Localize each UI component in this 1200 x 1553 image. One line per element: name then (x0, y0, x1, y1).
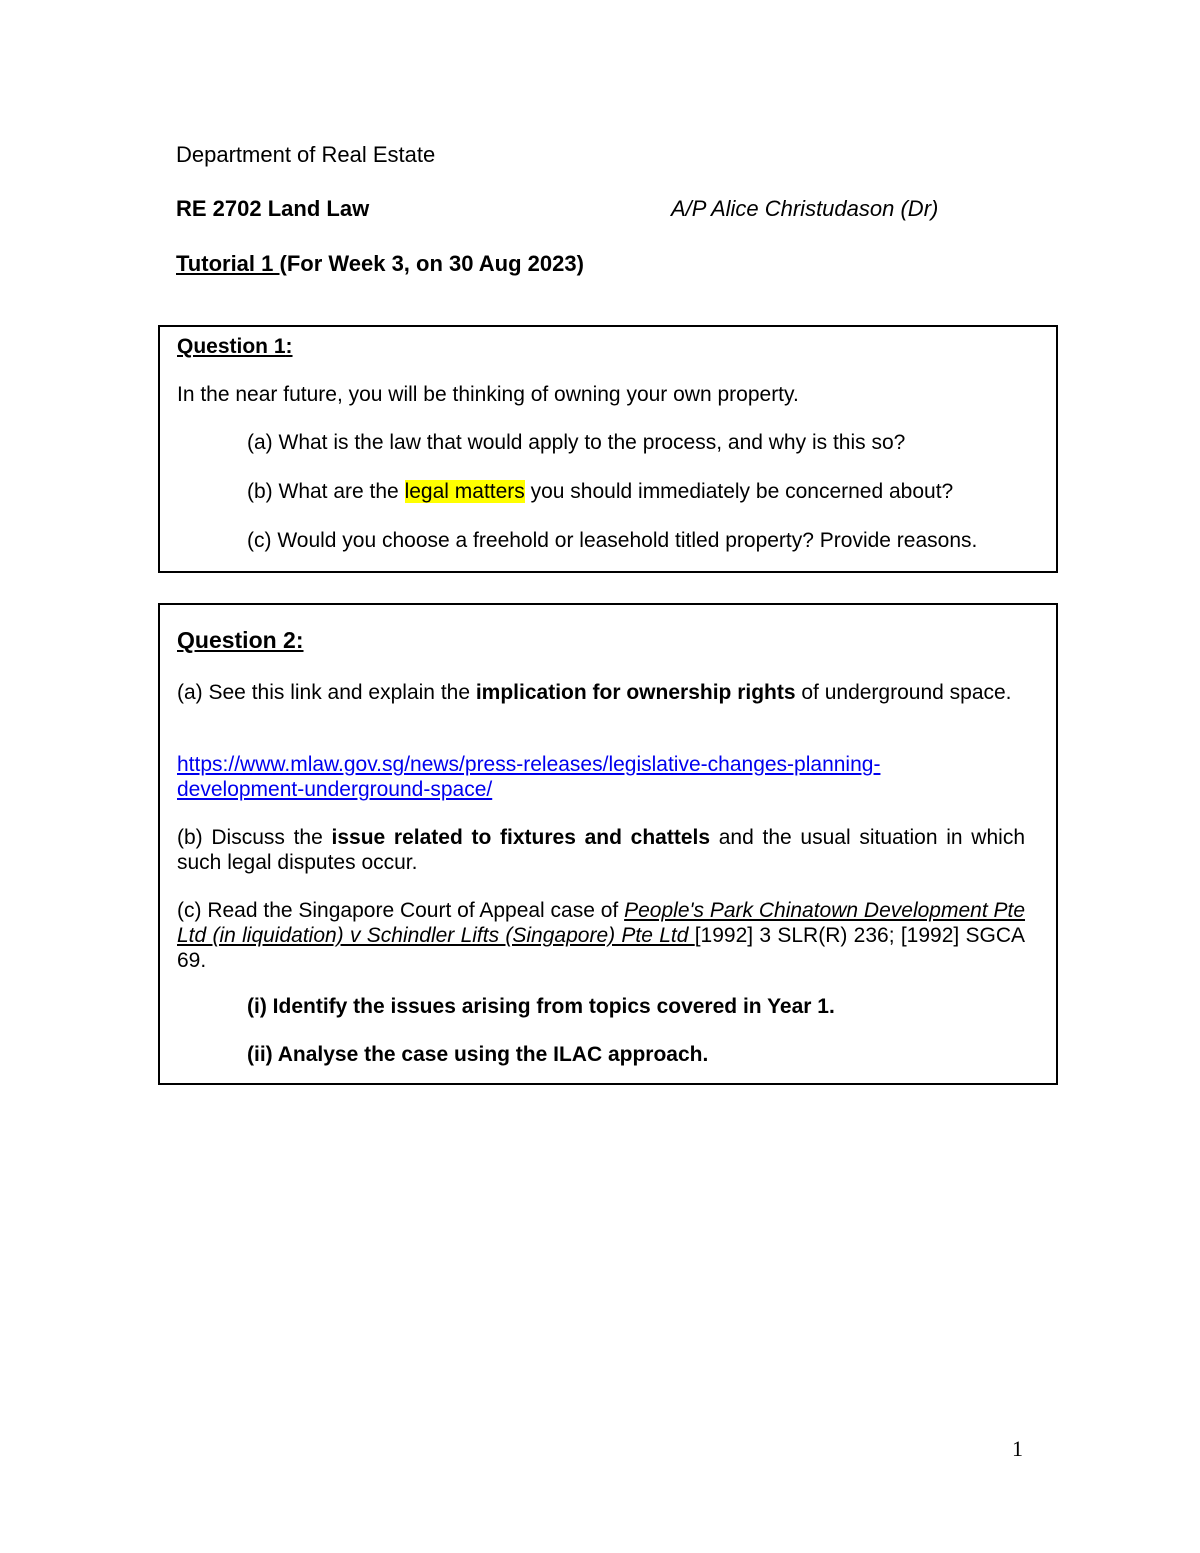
question-2-part-c-post: [1992] 3 SLR(R) 236; [1992] SGCA 69. (177, 924, 1026, 972)
question-1-part-a: (a) What is the law that would apply to the process, and why is this so? (247, 431, 906, 454)
question-2-part-a-bold: implication for ownership rights (475, 681, 796, 704)
question-2-box (158, 603, 1058, 1085)
question-1-title-text: Question 1 (177, 335, 286, 358)
mlaw-link-line-1[interactable]: https://www.mlaw.gov.sg/news/press-releases/legislative-changes-planning- (177, 753, 881, 776)
question-2-title: Question 2: (177, 627, 304, 653)
tutorial-date: (For Week 3, on 30 Aug 2023) (279, 251, 584, 276)
question-1-part-b-pre: (b) What are the (247, 480, 405, 503)
question-1-title (177, 335, 293, 359)
question-2-part-a-pre: (a) See this link and explain the (177, 681, 476, 704)
case-citation: People's Park Chinatown Development Pte Ltd (in liquidation) v Schindler Lifts (Singapore) Pte Ltd (177, 899, 1026, 947)
lecturer-name: A/P Alice Christudason (Dr) (671, 196, 939, 221)
tutorial-label: Tutorial 1 (176, 251, 280, 276)
question-2-part-c (177, 898, 1025, 973)
question-1-title-colon: : (285, 335, 293, 358)
mlaw-link-line-2[interactable]: development-underground-space/ (177, 778, 493, 801)
question-2-part-a-post: of underground space. (795, 681, 1012, 704)
tutorial-heading (176, 251, 584, 277)
question-2-part-b-bold: issue related to fixtures and chattels (331, 826, 711, 849)
question-1-intro: In the near future, you will be thinking of owning your own property. (177, 383, 799, 406)
question-2-part-a (177, 680, 1025, 705)
question-2-part-c-i: (i) Identify the issues arising from topics covered in Year 1. (247, 995, 835, 1018)
page-number: 1 (1012, 1436, 1023, 1461)
question-2-part-b (177, 825, 1025, 875)
question-2-part-c-pre: (c) Read the Singapore Court of Appeal case of (177, 899, 625, 922)
question-1-part-b (247, 480, 953, 504)
mlaw-link (177, 752, 1025, 802)
question-1-part-b-post: you should immediately be concerned about? (524, 480, 954, 503)
question-1-part-c: (c) Would you choose a freehold or leasehold titled property? Provide reasons. (247, 529, 978, 552)
course-title: RE 2702 Land Law (176, 196, 370, 221)
question-2-part-c-ii: (ii) Analyse the case using the ILAC approach. (247, 1043, 709, 1066)
question-2-part-b-post: and the usual situation in which such legal disputes occur. (177, 826, 1025, 874)
question-1-box (158, 325, 1058, 573)
highlighted-text: legal matters (404, 480, 525, 503)
question-2-part-b-pre: (b) Discuss the (177, 826, 332, 849)
department-heading: Department of Real Estate (176, 142, 436, 167)
